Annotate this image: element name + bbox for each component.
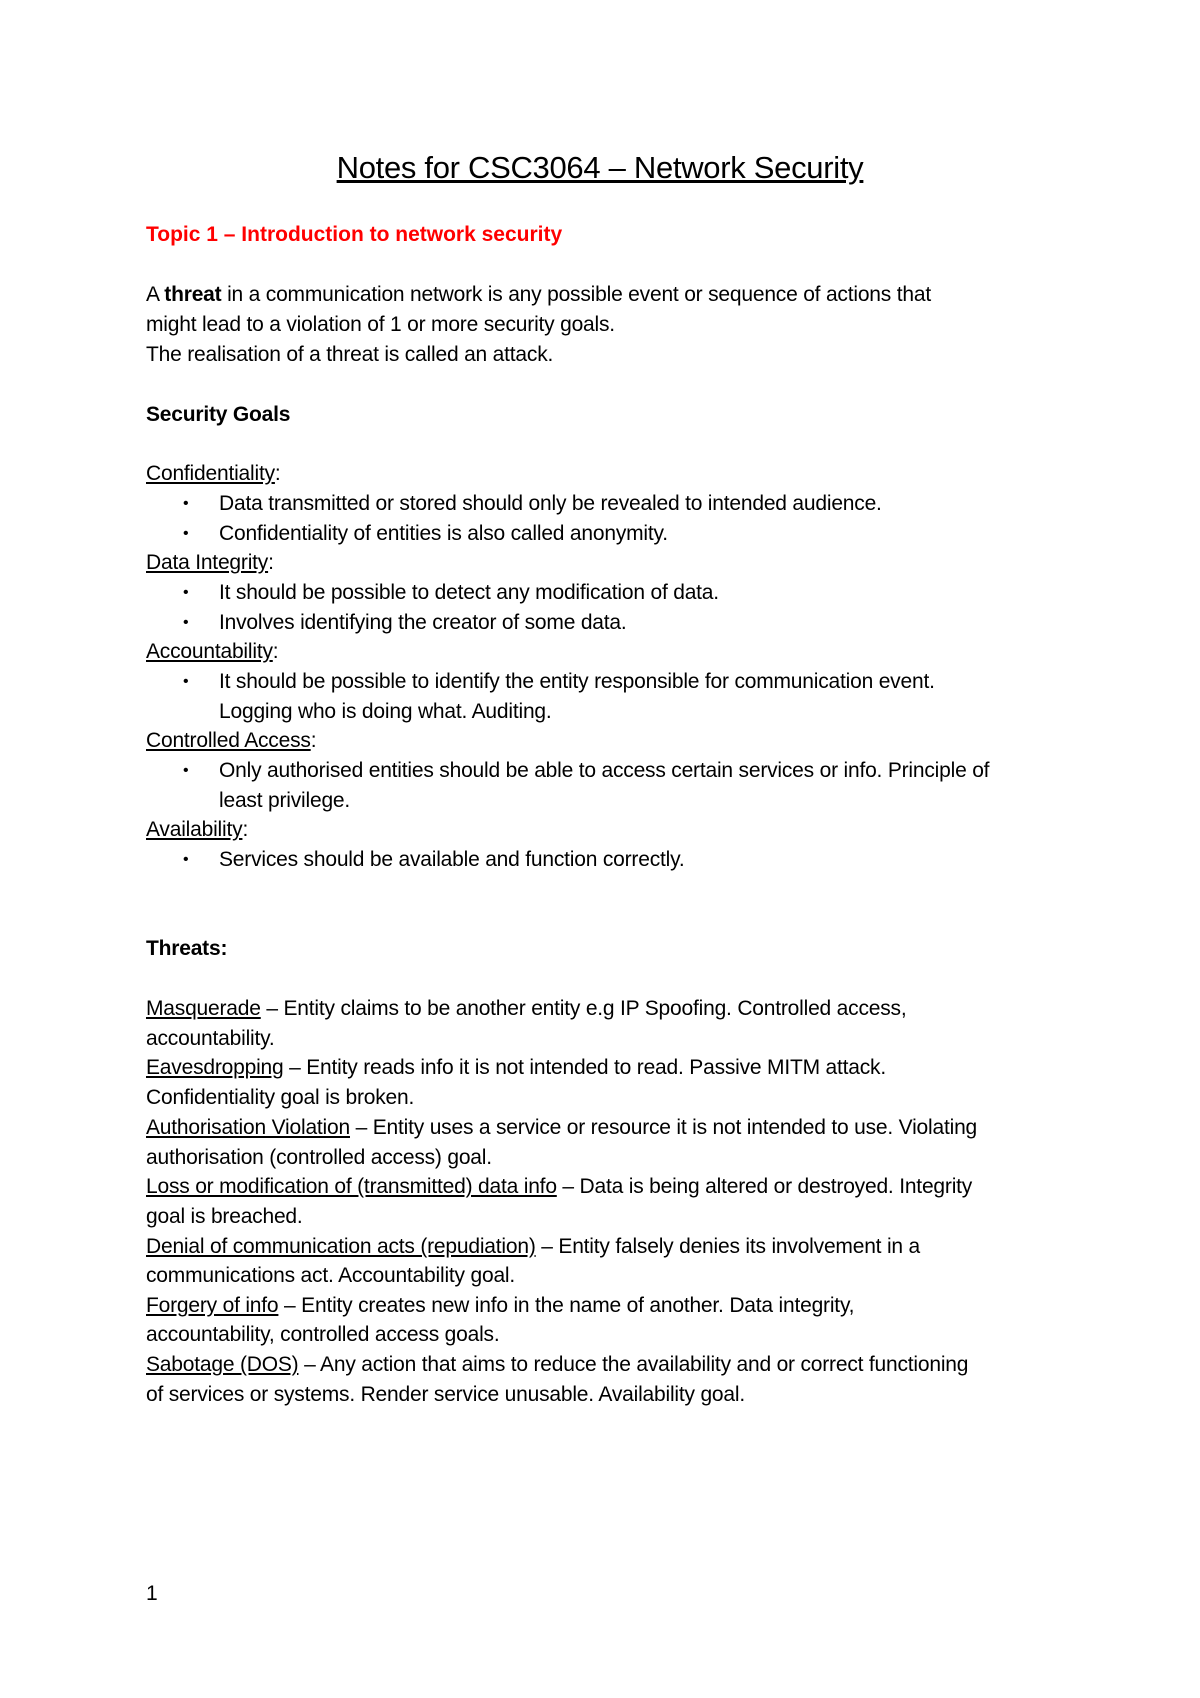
page-title: Notes for CSC3064 – Network Security bbox=[336, 150, 864, 185]
threat-forgery-line-1: Forgery of info – Entity creates new info in the name of another. Data integrity, bbox=[146, 1294, 855, 1317]
threat-denial-line-2: communications act. Accountability goal. bbox=[146, 1264, 516, 1287]
threat-sabotage-line-1: Sabotage (DOS) – Any action that aims to reduce the availability and or correct functioning bbox=[146, 1353, 969, 1376]
goal-integrity-label: Data Integrity: bbox=[146, 551, 274, 574]
page-number: 1 bbox=[146, 1582, 158, 1605]
goal-accountability-bullet-1: It should be possible to identify the entity responsible for communication event. bbox=[219, 670, 935, 693]
threat-term: threat bbox=[164, 283, 222, 306]
bullet-icon: • bbox=[183, 614, 189, 631]
goal-confidentiality-label: Confidentiality: bbox=[146, 462, 281, 485]
threat-denial-line-1: Denial of communication acts (repudiation) – Entity falsely denies its involvement in a bbox=[146, 1235, 921, 1258]
security-goals-heading: Security Goals bbox=[146, 403, 291, 426]
goal-integrity-bullet-1: It should be possible to detect any modification of data. bbox=[219, 581, 719, 604]
threats-heading: Threats: bbox=[146, 937, 228, 960]
threat-masquerade-line-2: accountability. bbox=[146, 1027, 275, 1050]
goal-accountability-bullet-1-cont: Logging who is doing what. Auditing. bbox=[219, 700, 552, 723]
threat-loss-line-1: Loss or modification of (transmitted) data info – Data is being altered or destroyed. Integrity bbox=[146, 1175, 973, 1198]
goal-controlled-access-bullet-1: Only authorised entities should be able to access certain services or info. Principle of bbox=[219, 759, 990, 782]
goal-availability-bullet-1: Services should be available and function correctly. bbox=[219, 848, 685, 871]
intro-line-3: The realisation of a threat is called an attack. bbox=[146, 343, 554, 366]
bullet-icon: • bbox=[183, 851, 189, 868]
threat-masquerade-line-1: Masquerade – Entity claims to be another entity e.g IP Spoofing. Controlled access, bbox=[146, 997, 907, 1020]
goal-controlled-access-bullet-1-cont: least privilege. bbox=[219, 789, 351, 812]
threat-authorisation-line-2: authorisation (controlled access) goal. bbox=[146, 1146, 492, 1169]
intro-line-1: A threat in a communication network is any possible event or sequence of actions that bbox=[146, 283, 931, 306]
bullet-icon: • bbox=[183, 584, 189, 601]
goal-controlled-access-label: Controlled Access: bbox=[146, 729, 317, 752]
threat-forgery-line-2: accountability, controlled access goals. bbox=[146, 1323, 500, 1346]
bullet-icon: • bbox=[183, 525, 189, 542]
goal-integrity-bullet-2: Involves identifying the creator of some data. bbox=[219, 611, 627, 634]
bullet-icon: • bbox=[183, 673, 189, 690]
threat-loss-line-2: goal is breached. bbox=[146, 1205, 303, 1228]
threat-sabotage-line-2: of services or systems. Render service unusable. Availability goal. bbox=[146, 1383, 745, 1406]
threat-eavesdropping-line-2: Confidentiality goal is broken. bbox=[146, 1086, 415, 1109]
threat-eavesdropping-line-1: Eavesdropping – Entity reads info it is not intended to read. Passive MITM attack. bbox=[146, 1056, 886, 1079]
intro-line-2: might lead to a violation of 1 or more security goals. bbox=[146, 313, 615, 336]
goal-confidentiality-bullet-1: Data transmitted or stored should only be revealed to intended audience. bbox=[219, 492, 882, 515]
bullet-icon: • bbox=[183, 495, 189, 512]
bullet-icon: • bbox=[183, 762, 189, 779]
goal-availability-label: Availability: bbox=[146, 818, 249, 841]
topic-heading: Topic 1 – Introduction to network security bbox=[146, 223, 563, 246]
goal-confidentiality-bullet-2: Confidentiality of entities is also called anonymity. bbox=[219, 522, 668, 545]
goal-accountability-label: Accountability: bbox=[146, 640, 279, 663]
threat-authorisation-line-1: Authorisation Violation – Entity uses a service or resource it is not intended to use. Violating bbox=[146, 1116, 978, 1139]
